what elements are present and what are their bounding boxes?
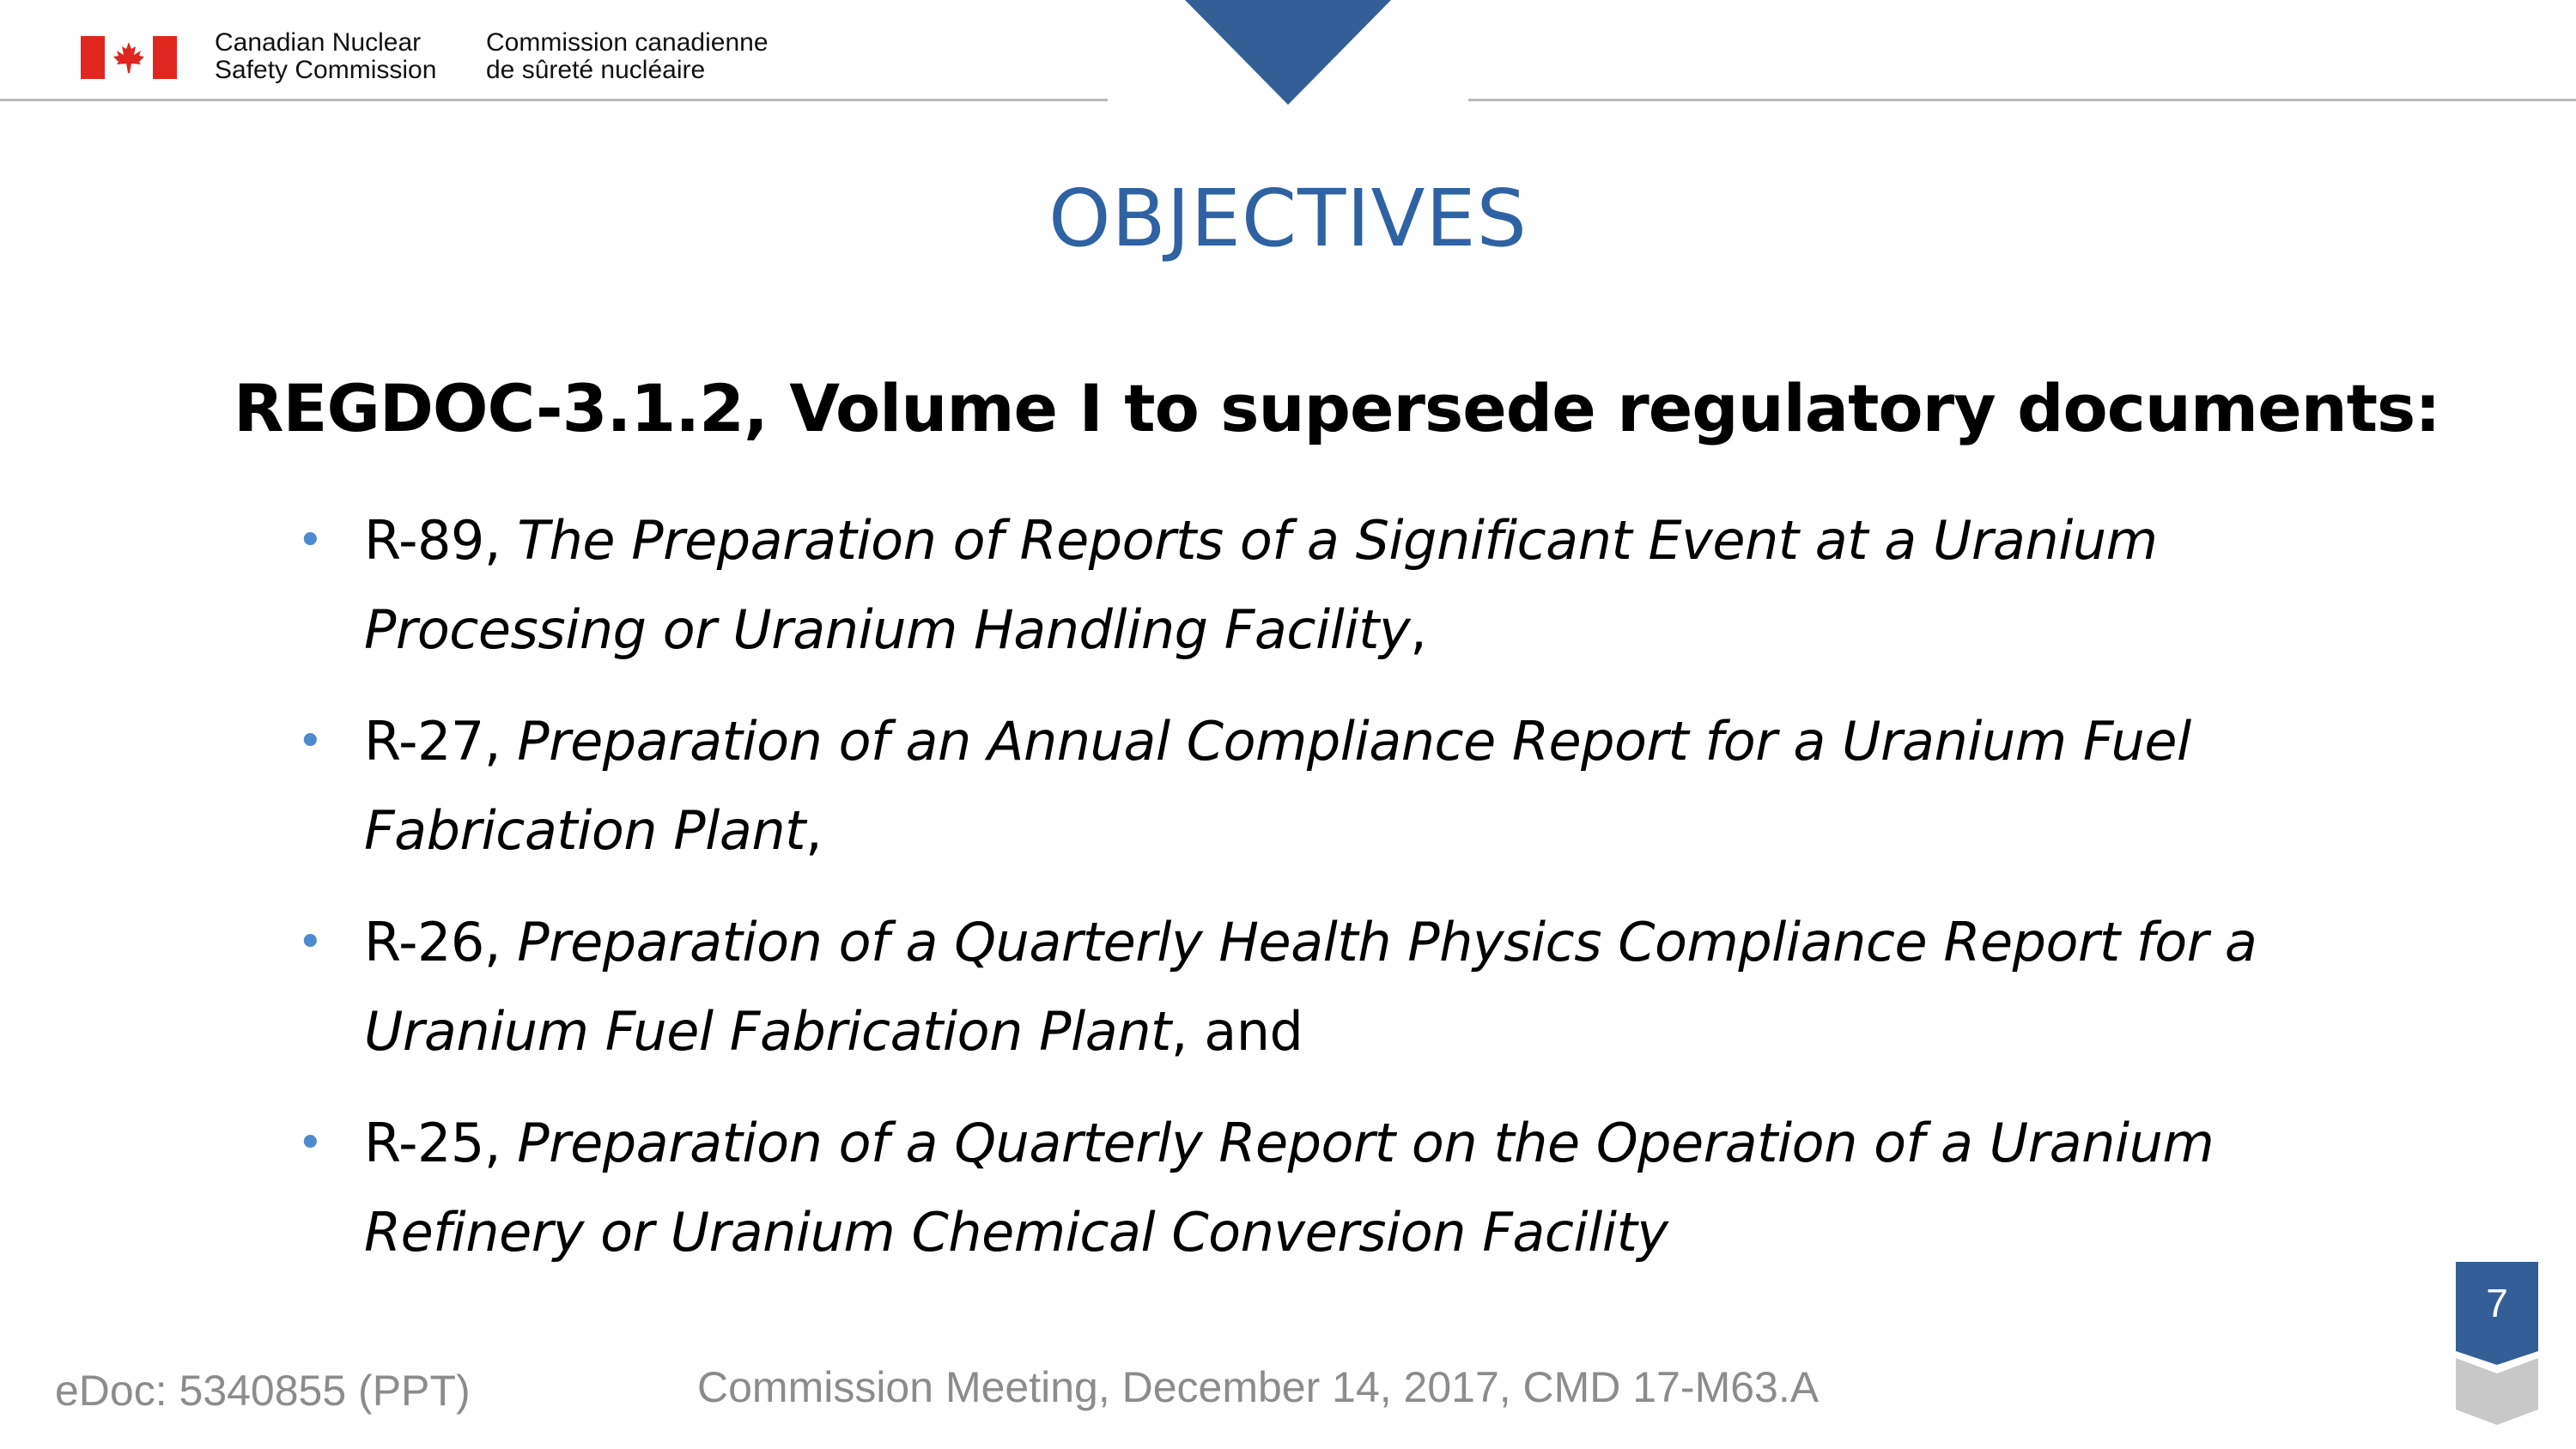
meeting-reference: Commission Meeting, December 14, 2017, CMD 17-M63.A xyxy=(697,1363,1820,1411)
document-code: R-26, xyxy=(364,911,501,973)
document-title: Preparation of a Quarterly Health Physics Compliance Report for a Uranium Fuel Fabrication Plant xyxy=(364,911,2257,1063)
bullet-icon: • xyxy=(297,917,324,968)
bullet-icon: • xyxy=(297,1118,324,1169)
document-suffix: , and xyxy=(1170,1000,1303,1063)
list-item xyxy=(0,697,2365,876)
header-divider-left xyxy=(0,99,1108,101)
bullet-icon: • xyxy=(297,515,324,567)
chevron-down-icon xyxy=(1185,0,1391,105)
document-title: Preparation of an Annual Compliance Report for a Uranium Fuel Fabrication Plant xyxy=(364,710,2191,862)
document-title: The Preparation of Reports of a Significant Event at a Uranium Processing or Uranium Handling Facility xyxy=(364,509,2158,661)
organization-name-french xyxy=(486,29,769,84)
organization-name-english-line: Safety Commission xyxy=(215,56,437,84)
organization-name-french-line: Commission canadienne xyxy=(486,28,769,57)
slide-header xyxy=(0,0,2576,112)
list-item xyxy=(0,496,2365,675)
slide-title: OBJECTIVES xyxy=(1048,173,1528,264)
document-code: R-25, xyxy=(364,1112,501,1174)
document-code: R-89, xyxy=(364,509,501,572)
document-code: R-27, xyxy=(364,710,501,773)
page-number: 7 xyxy=(2486,1281,2508,1325)
organization-name-french-line: de sûreté nucléaire xyxy=(486,56,706,84)
bullet-icon: • xyxy=(297,716,324,767)
document-suffix: , xyxy=(1410,598,1427,661)
document-title: Preparation of a Quarterly Report on the Operation of a Uranium Refinery or Uranium Chemical Conversion Facility xyxy=(364,1112,2215,1264)
document-suffix: , xyxy=(805,799,823,862)
header-divider-right xyxy=(1468,99,2576,101)
canada-flag-icon xyxy=(81,36,177,79)
list-item xyxy=(0,898,2365,1076)
list-item xyxy=(0,1099,2365,1277)
organization-name-english-line: Canadian Nuclear xyxy=(215,28,422,57)
organization-name-english xyxy=(215,29,436,84)
edoc-reference: eDoc: 5340855 (PPT) xyxy=(55,1367,471,1415)
slide-subtitle: REGDOC-3.1.2, Volume I to supersede regulatory documents: xyxy=(234,370,2440,446)
document-list xyxy=(0,496,2576,1300)
